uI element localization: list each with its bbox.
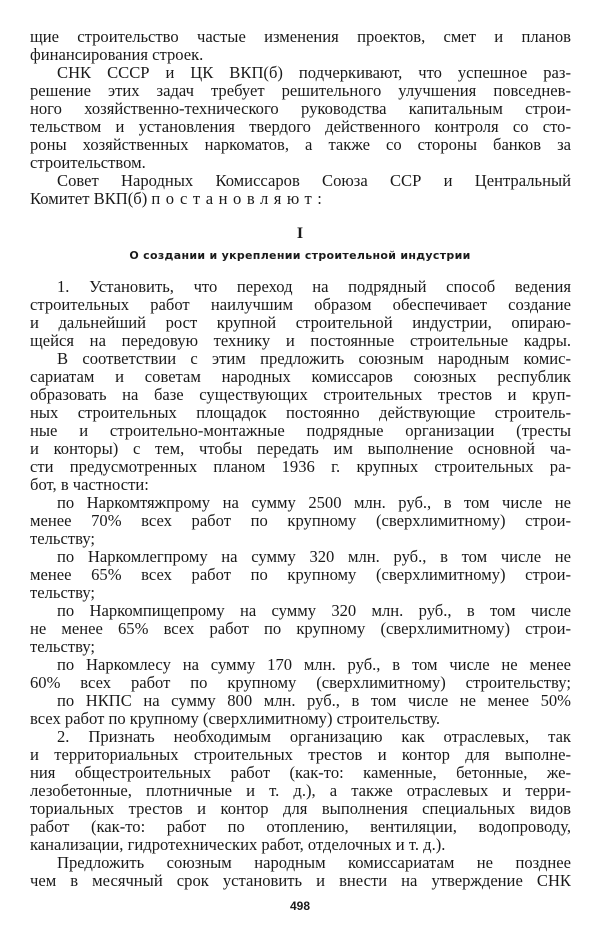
text-line-content: ториальных трестов и контор для выполнения специальных видов bbox=[30, 799, 571, 818]
text-line bbox=[30, 854, 571, 872]
text-line-content: и дальнейший рост крупной строительной индустрии, опираю- bbox=[30, 313, 571, 332]
text-line-content: 60% всех работ по крупному (сверхлимитному) строительству; bbox=[30, 673, 571, 692]
text-line-content: образовать на базе существующих строительных трестов и круп- bbox=[30, 385, 571, 404]
text-line bbox=[30, 46, 571, 64]
text-line-content: менее 65% всех работ по крупному (сверхлимитному) строи- bbox=[30, 565, 571, 584]
text-line bbox=[30, 530, 571, 548]
text-line bbox=[30, 368, 571, 386]
text-line bbox=[30, 818, 571, 836]
text-line-content: роны хозяйственных наркоматов, а также со стороны банков за bbox=[30, 135, 571, 154]
text-line-content: 2. Признать необходимым организацию как отраслевых, так bbox=[57, 727, 571, 746]
text-line-content: и территориальных строительных трестов и контор для выполне- bbox=[30, 745, 571, 764]
text-line bbox=[30, 746, 571, 764]
text-line bbox=[30, 656, 571, 674]
text-line bbox=[30, 296, 571, 314]
text-line-content: строительных работ наилучшим образом обеспечивает создание bbox=[30, 295, 571, 314]
text-line-content: по Наркомпищепрому на сумму 320 млн. руб., в том числе bbox=[57, 601, 571, 620]
text-line-content: ных строительных площадок постоянно действующие строитель- bbox=[30, 403, 571, 422]
text-line bbox=[30, 764, 571, 782]
text-line bbox=[30, 404, 571, 422]
text-line bbox=[30, 172, 571, 190]
text-line bbox=[30, 332, 571, 350]
text-line-content: по Наркомтяжпрому на сумму 2500 млн. руб., в том числе не bbox=[57, 493, 571, 512]
text-line-content: тельству; bbox=[30, 529, 96, 548]
text-line bbox=[30, 836, 571, 854]
text-line bbox=[30, 728, 571, 746]
text-line-content: бот, в частности: bbox=[30, 475, 149, 494]
text-line bbox=[30, 100, 571, 118]
text-block-section-1 bbox=[30, 278, 571, 890]
text-line-content: тельству; bbox=[30, 637, 96, 656]
text-line-content: сариатам и советам народных комиссаров союзных республик bbox=[30, 367, 571, 386]
text-line-content: Совет Народных Комиссаров Союза ССР и Центральный bbox=[57, 171, 571, 190]
text-line-content: финансирования строек. bbox=[30, 45, 204, 64]
page-number: 498 bbox=[289, 899, 311, 913]
text-line bbox=[30, 476, 571, 494]
text-line bbox=[30, 548, 571, 566]
text-line-content: менее 70% всех работ по крупному (сверхлимитному) строи- bbox=[30, 511, 571, 530]
text-line-content: ния общестроительных работ (как-то: каменные, бетонные, же- bbox=[30, 763, 571, 782]
text-line-content: СНК СССР и ЦК ВКП(б) подчеркивают, что успешное раз- bbox=[57, 63, 571, 82]
section-number: I bbox=[296, 225, 304, 242]
text-line-content: Комитет ВКП(б) bbox=[30, 189, 152, 208]
text-line bbox=[30, 458, 571, 476]
text-line bbox=[30, 64, 571, 82]
text-line bbox=[30, 314, 571, 332]
text-line-content: Предложить союзным народным комиссариатам не позднее bbox=[57, 853, 571, 872]
text-line bbox=[30, 584, 571, 602]
text-line-content: работ (как-то: работ по отоплению, вентиляции, водопроводу, bbox=[30, 817, 571, 836]
text-line bbox=[30, 602, 571, 620]
text-line bbox=[30, 674, 571, 692]
text-line-content: 1. Установить, что переход на подрядный способ ведения bbox=[57, 277, 571, 296]
spaced-emphasis: постановляют: bbox=[151, 189, 328, 208]
text-line-content: тельством и установления твердого действенного контроля со сто- bbox=[30, 117, 571, 136]
text-line-content: не менее 65% всех работ по крупному (сверхлимитному) строи- bbox=[30, 619, 571, 638]
text-line-content: сти предусмотренных планом 1936 г. крупных строительных ра- bbox=[30, 457, 571, 476]
text-line bbox=[30, 278, 571, 296]
text-line-content: всех работ по крупному (сверхлимитному) строительству. bbox=[30, 709, 441, 728]
text-line-content: строительством. bbox=[30, 153, 146, 172]
section-title: О создании и укреплении строительной индустрии bbox=[129, 249, 471, 262]
text-line-content: тельству; bbox=[30, 583, 96, 602]
text-line bbox=[30, 782, 571, 800]
text-line bbox=[30, 82, 571, 100]
text-line bbox=[30, 710, 571, 728]
text-line bbox=[30, 422, 571, 440]
text-line bbox=[30, 638, 571, 656]
text-line bbox=[30, 350, 571, 368]
text-line-content: по Наркомлесу на сумму 170 млн. руб., в том числе не менее bbox=[57, 655, 571, 674]
text-line-content: по Наркомлегпрому на сумму 320 млн. руб., в том числе не bbox=[57, 547, 571, 566]
text-block-intro bbox=[30, 28, 571, 208]
text-line-content: щие строительство частые изменения проектов, смет и планов bbox=[30, 27, 571, 46]
text-line bbox=[30, 692, 571, 710]
text-line bbox=[30, 440, 571, 458]
text-line bbox=[30, 620, 571, 638]
text-line bbox=[30, 136, 571, 154]
text-line bbox=[30, 154, 571, 172]
text-line bbox=[30, 872, 571, 890]
text-line bbox=[30, 800, 571, 818]
text-line-content: ного хозяйственно-технического руководства капитальным строи- bbox=[30, 99, 571, 118]
text-line bbox=[30, 386, 571, 404]
text-line-content: В соответствии с этим предложить союзным народным комис- bbox=[57, 349, 571, 368]
text-line-content: и конторы) с тем, чтобы передать им выполнение основной ча- bbox=[30, 439, 571, 458]
text-line bbox=[30, 190, 571, 208]
text-line-content: ные и строительно-монтажные подрядные организации (тресты bbox=[30, 421, 571, 440]
text-line-content: лезобетонные, плотничные и т. д.), а также отраслевых и терри- bbox=[30, 781, 571, 800]
text-line bbox=[30, 494, 571, 512]
text-line-content: щейся на передовую технику и постоянные строительные кадры. bbox=[30, 331, 571, 350]
text-line-content: канализации, гидротехнических работ, отделочных и т. д.). bbox=[30, 835, 446, 854]
text-line bbox=[30, 566, 571, 584]
text-line-content: чем в месячный срок установить и внести на утверждение СНК bbox=[30, 871, 571, 890]
text-line bbox=[30, 512, 571, 530]
text-line-content: решение этих задач требует решительного улучшения повседнев- bbox=[30, 81, 571, 100]
text-line bbox=[30, 28, 571, 46]
text-line bbox=[30, 118, 571, 136]
text-line-content: по НКПС на сумму 800 млн. руб., в том числе не менее 50% bbox=[57, 691, 571, 710]
